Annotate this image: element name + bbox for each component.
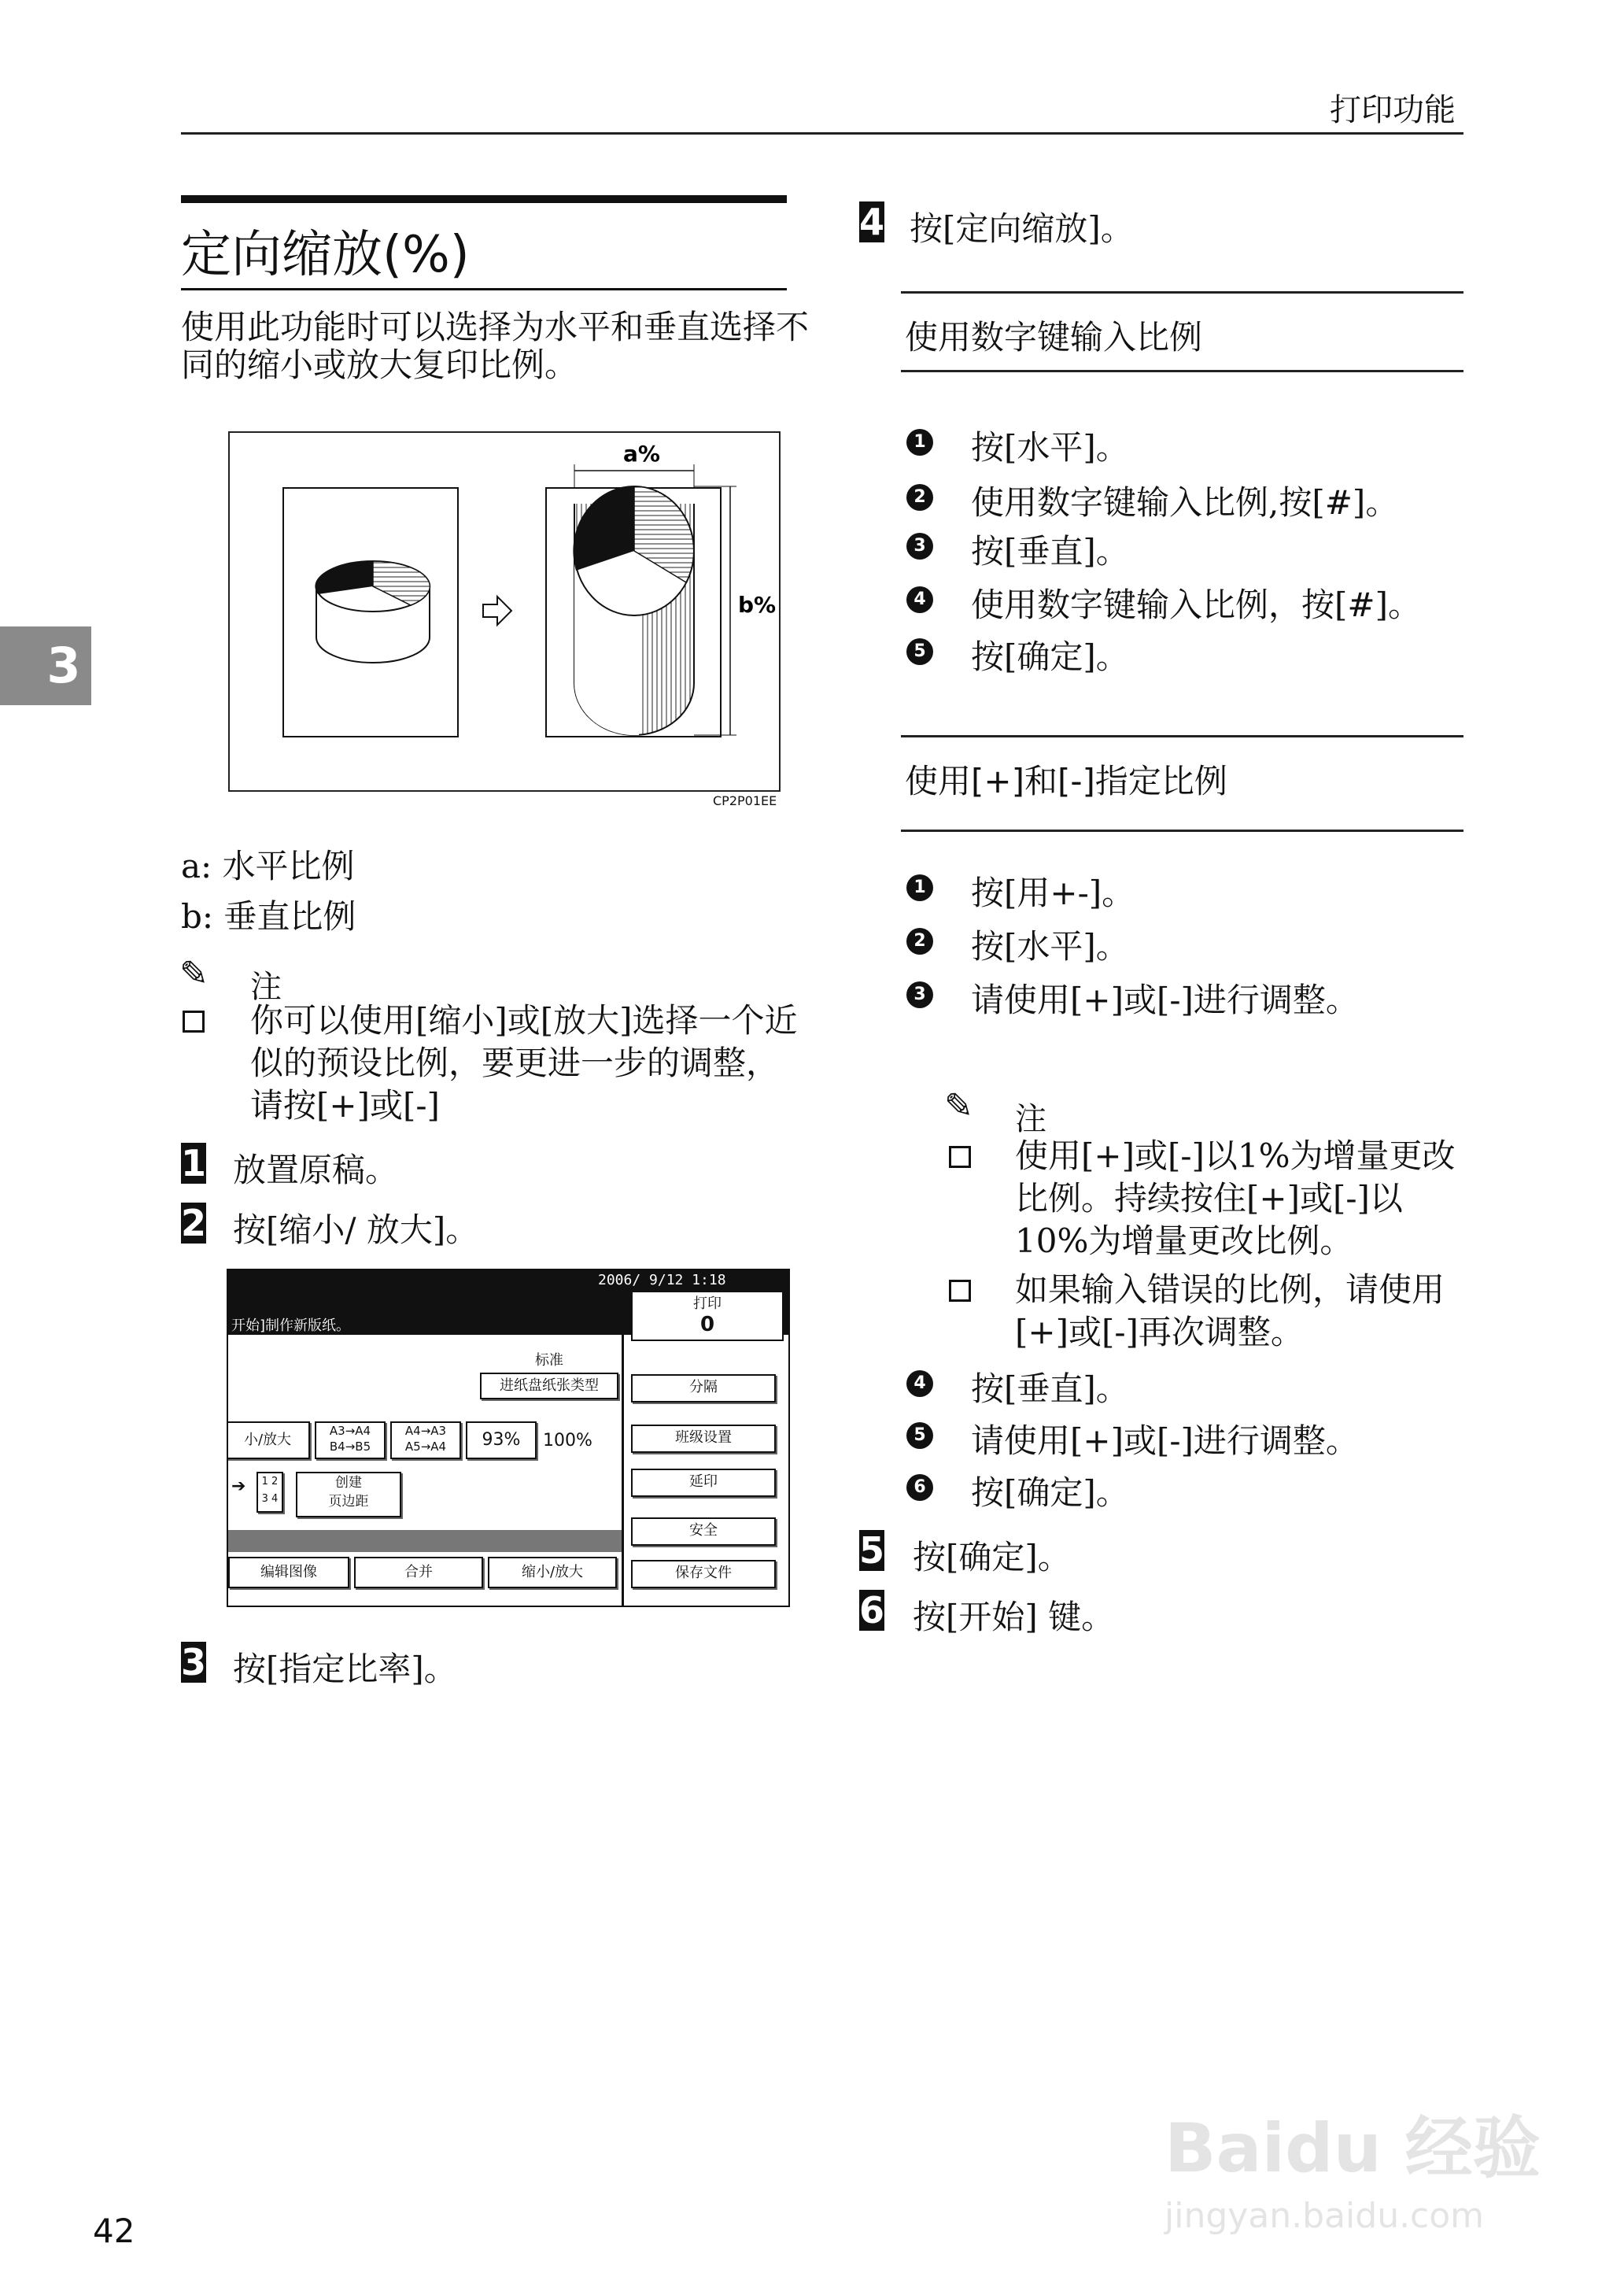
label-a: a% — [623, 441, 660, 467]
item-number: 4 — [906, 1370, 933, 1397]
step-text: 按[确定]。 — [913, 1538, 1071, 1576]
subsection-title: 使用数字键输入比例 — [905, 318, 1203, 357]
note-heading: 注 — [250, 969, 282, 1005]
note-heading: 注 — [1015, 1101, 1046, 1137]
item-number: 5 — [906, 1422, 933, 1449]
item-text: 按[确定]。 — [971, 638, 1129, 676]
step-text: 放置原稿。 — [233, 1151, 399, 1189]
step-number: 1 — [181, 1142, 207, 1184]
create-margin-button[interactable]: 创建 页边距 — [296, 1472, 401, 1517]
layout-grid[interactable]: 1 2 3 4 — [257, 1472, 283, 1513]
pct-100-label: 100% — [543, 1431, 592, 1451]
section-top-rule — [181, 195, 787, 203]
separate-button[interactable]: 分隔 — [631, 1374, 776, 1402]
page-number: 42 — [93, 2212, 135, 2250]
standard-label: 标准 — [535, 1352, 563, 1369]
a4-a3-button[interactable]: A4→A3 A5→A4 — [390, 1421, 461, 1459]
item-number: 5 — [906, 638, 933, 665]
scaling-diagram — [228, 431, 781, 792]
step-text: 按[指定比率]。 — [233, 1650, 457, 1688]
label-b: b% — [738, 592, 777, 618]
save-file-button[interactable]: 保存文件 — [631, 1560, 776, 1588]
print-label: 打印 — [693, 1295, 722, 1312]
print-counter — [631, 1291, 784, 1341]
combine-tab[interactable]: 合并 — [354, 1557, 483, 1588]
checkbox-icon — [949, 1280, 971, 1302]
step-number: 2 — [181, 1202, 207, 1244]
item-number: 3 — [906, 533, 933, 560]
subsection-rule — [901, 735, 1463, 737]
item-text: 按[水平]。 — [971, 428, 1129, 467]
item-text: 按[垂直]。 — [971, 1369, 1129, 1408]
item-text: 按[确定]。 — [971, 1473, 1129, 1512]
item-number: 3 — [906, 981, 933, 1008]
item-text: 使用数字键输入比例,按[#]。 — [971, 483, 1399, 522]
pencil-icon: ✎ — [179, 954, 209, 994]
secure-button[interactable]: 安全 — [631, 1517, 776, 1546]
step-number: 4 — [859, 201, 885, 243]
a3-a4-button[interactable]: A3→A4 B4→B5 — [315, 1421, 386, 1459]
step-number: 6 — [859, 1589, 885, 1632]
arrow-icon: ➔ — [231, 1476, 246, 1496]
item-text: 使用数字键输入比例，按[#]。 — [971, 586, 1421, 624]
reduce-enlarge-tab[interactable]: 缩小/放大 — [488, 1557, 617, 1588]
item-number: 1 — [906, 874, 933, 901]
reduce-enlarge-button[interactable]: 小/放大 — [227, 1421, 310, 1459]
item-text: 按[用+-]。 — [971, 874, 1135, 912]
pencil-icon: ✎ — [944, 1086, 973, 1126]
note-text: 你可以使用[缩小]或[放大]选择一个近似的预设比例，要更进一步的调整，请按[+]或[-] — [250, 1001, 798, 1125]
edit-image-tab[interactable]: 编辑图像 — [228, 1557, 349, 1588]
legend-a: a: 水平比例 — [181, 847, 355, 885]
header-rule — [181, 132, 1463, 135]
pct-93-button[interactable]: 93% — [466, 1421, 537, 1459]
step-text: 按[缩小/ 放大]。 — [233, 1210, 479, 1249]
sample-print-button[interactable]: 延印 — [631, 1469, 776, 1497]
step-text: 按[定向缩放]。 — [910, 209, 1134, 248]
item-text: 按[垂直]。 — [971, 532, 1129, 571]
watermark-brand: Baidu 经验 — [1164, 2109, 1541, 2188]
subsection-rule — [901, 370, 1463, 372]
item-number: 4 — [906, 586, 933, 613]
paper-type-button[interactable]: 进纸盘纸张类型 — [480, 1373, 618, 1399]
screen-message: 开始]制作新版纸。 — [231, 1318, 351, 1334]
step-text: 按[开始] 键。 — [913, 1598, 1115, 1636]
screen-datetime: 2006/ 9/12 1:18 — [598, 1272, 726, 1288]
control-panel-screenshot — [227, 1269, 790, 1607]
checkbox-icon — [183, 1011, 205, 1033]
note-text: 使用[+]或[-]以1%为增量更改比例。持续按住[+]或[-]以10%为增量更改比例。 — [1015, 1136, 1456, 1260]
class-settings-button[interactable]: 班级设置 — [631, 1425, 776, 1453]
checkbox-icon — [949, 1146, 971, 1168]
note-text: 如果输入错误的比例，请使用[+]或[-]再次调整。 — [1015, 1270, 1445, 1351]
watermark-url: jingyan.baidu.com — [1164, 2196, 1485, 2236]
legend-b: b: 垂直比例 — [181, 897, 356, 936]
item-text: 请使用[+]或[-]进行调整。 — [971, 1421, 1359, 1460]
running-header: 打印功能 — [1330, 92, 1456, 128]
figure-caption: CP2P01EE — [713, 793, 777, 808]
section-title: 定向缩放(%) — [181, 226, 470, 284]
subsection-rule — [901, 291, 1463, 294]
item-number: 2 — [906, 928, 933, 955]
item-text: 按[水平]。 — [971, 927, 1129, 966]
subsection-title: 使用[+]和[-]指定比例 — [905, 762, 1227, 800]
chapter-tab — [0, 626, 91, 705]
step-number: 3 — [181, 1641, 207, 1683]
item-number: 6 — [906, 1474, 933, 1501]
item-number: 1 — [906, 429, 933, 456]
section-bottom-rule — [181, 288, 787, 290]
print-count: 0 — [699, 1313, 715, 1336]
item-text: 请使用[+]或[-]进行调整。 — [971, 981, 1359, 1019]
item-number: 2 — [906, 484, 933, 511]
subsection-rule — [901, 830, 1463, 832]
section-intro: 使用此功能时可以选择为水平和垂直选择不同的缩小或放大复印比例。 — [181, 308, 810, 384]
step-number: 5 — [859, 1529, 885, 1572]
chapter-number: 3 — [46, 637, 81, 694]
